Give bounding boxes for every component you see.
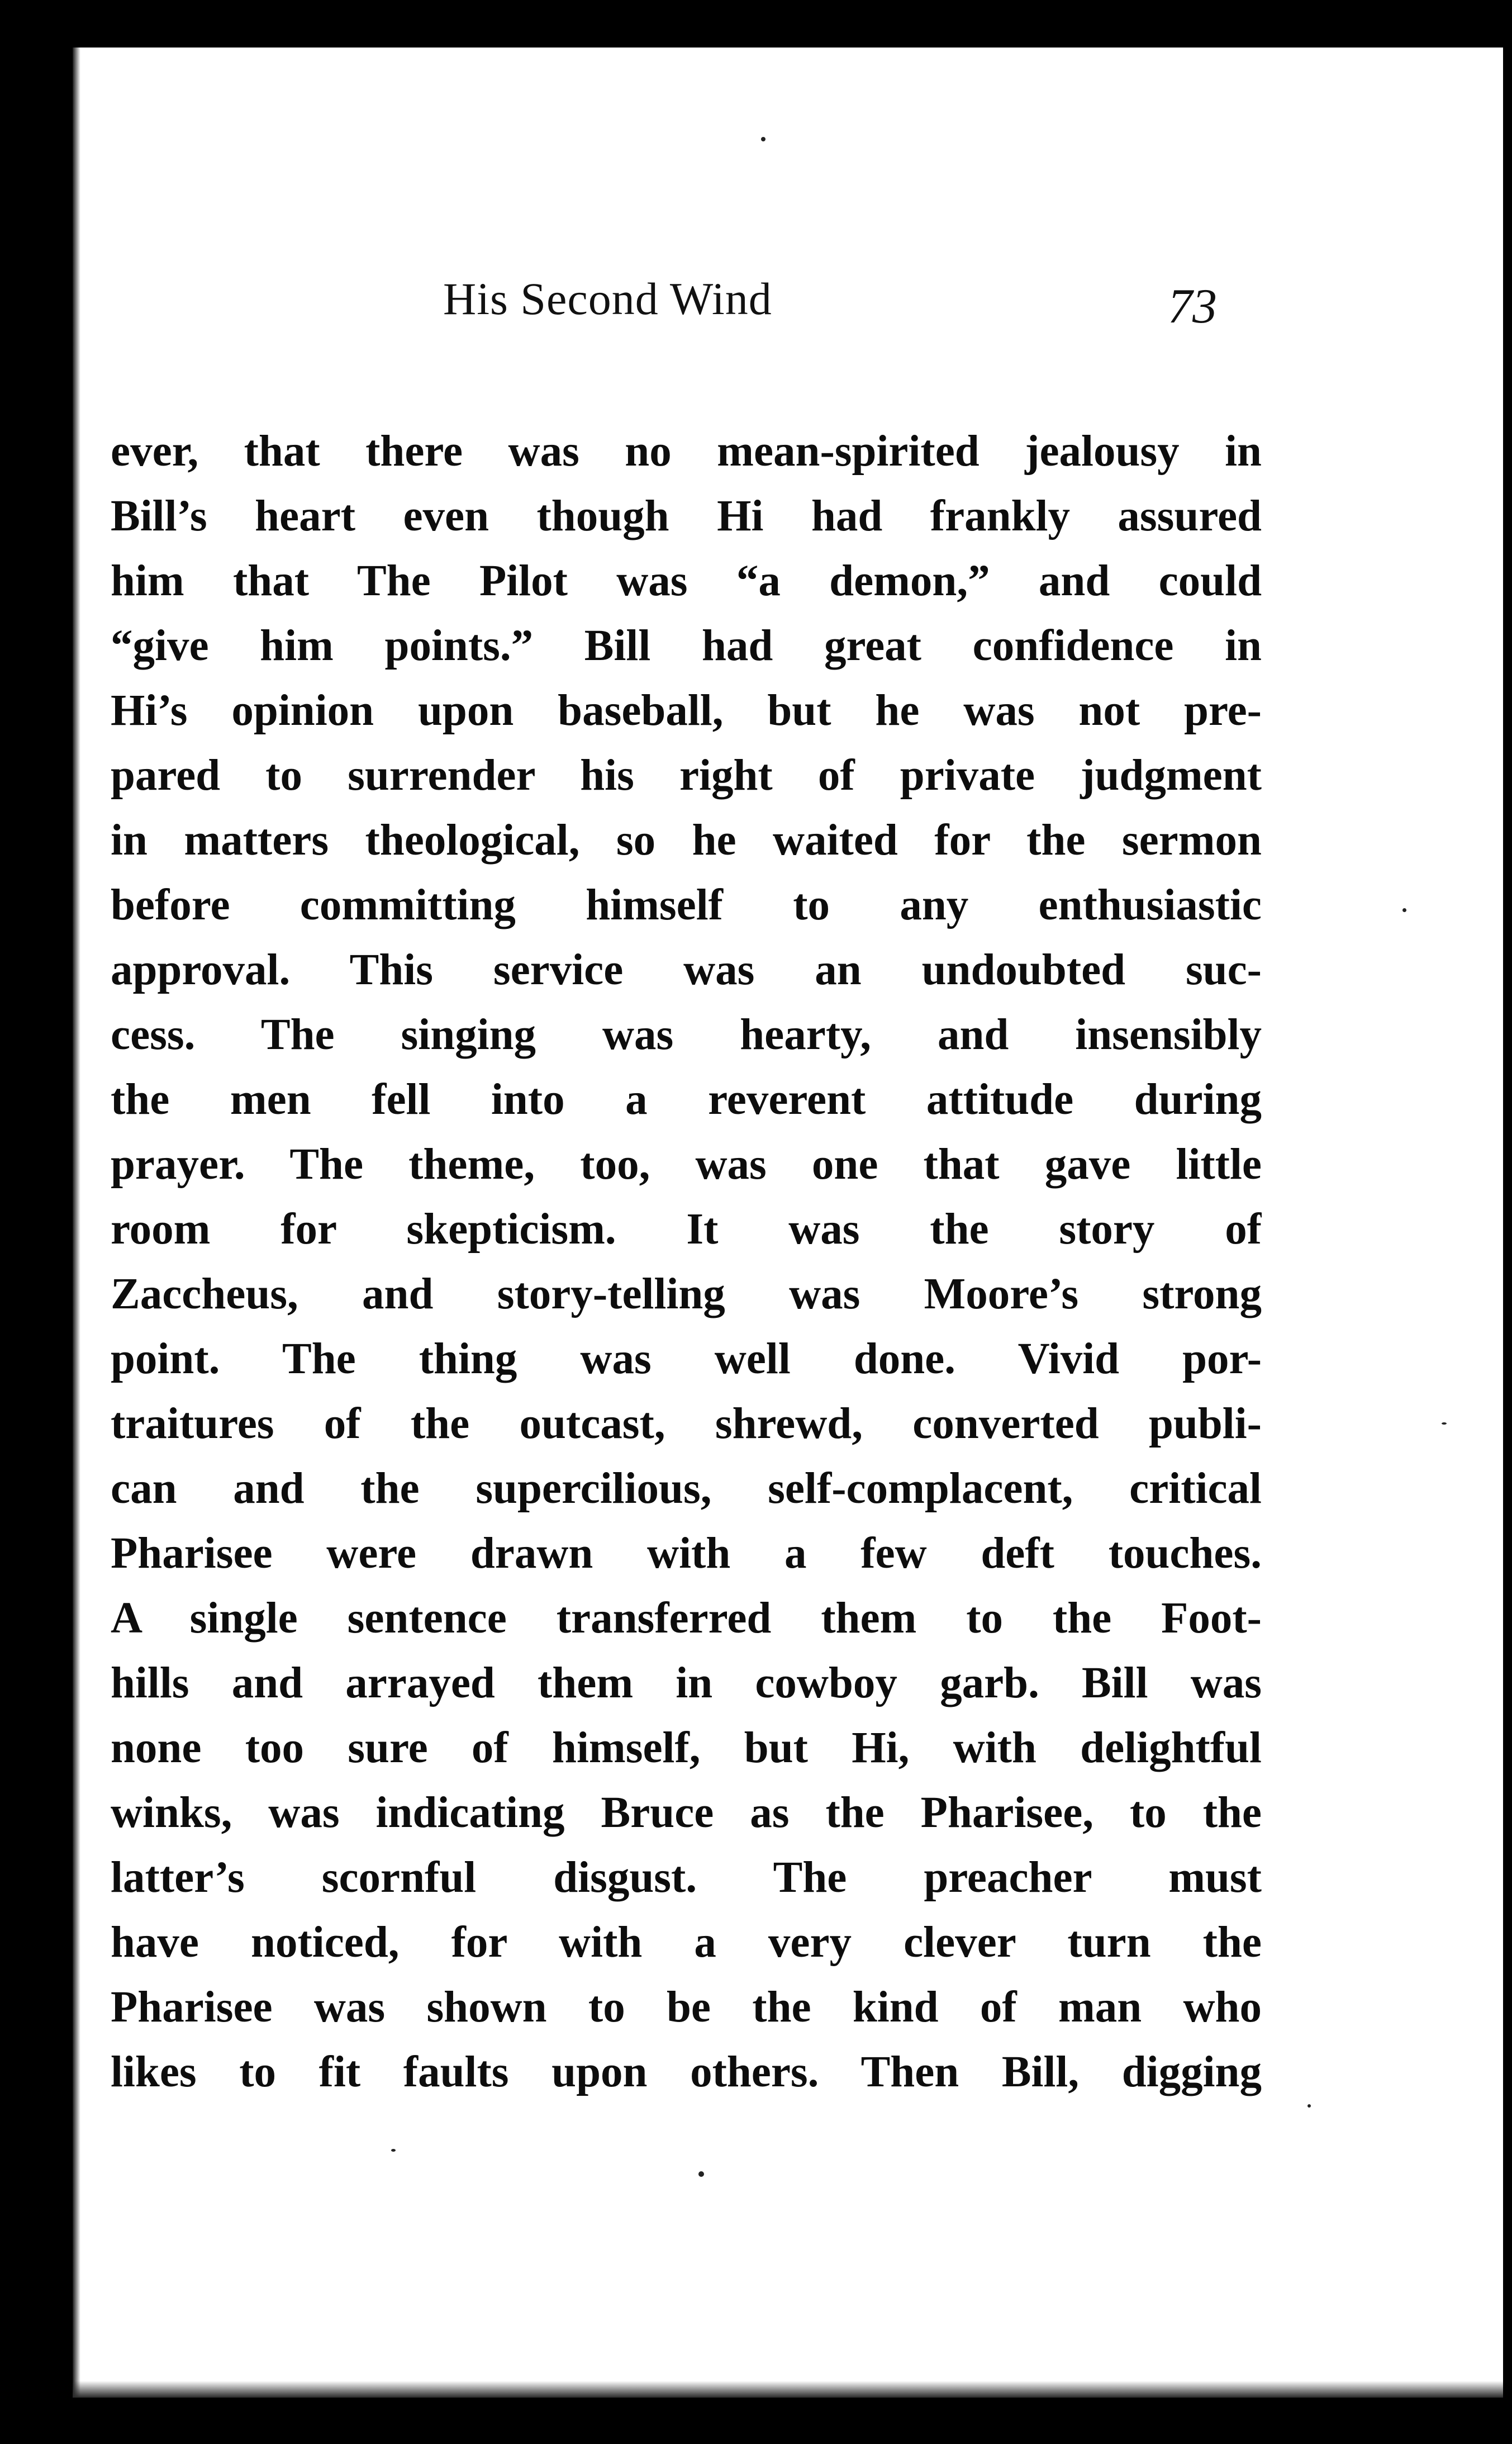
- text-line: Zaccheus, and story-telling was Moore’s strong: [111, 1270, 1262, 1318]
- text-line: point. The thing was well done. Vivid por-: [111, 1335, 1262, 1383]
- text-line: can and the supercilious, self-complacent, critical: [111, 1464, 1262, 1513]
- running-head-title: His Second Wind: [443, 273, 772, 324]
- paper-speck: [698, 2171, 704, 2177]
- text-line: him that The Pilot was “a demon,” and could: [111, 557, 1262, 605]
- paper-speck: [1442, 1422, 1447, 1425]
- text-line: hills and arrayed them in cowboy garb. Bill was: [111, 1659, 1262, 1707]
- page-number: 73: [1168, 279, 1217, 334]
- text-line: Bill’s heart even though Hi had frankly assured: [111, 492, 1262, 540]
- text-line: ever, that there was no mean-spirited jealousy in: [111, 427, 1262, 476]
- text-line: prayer. The theme, too, was one that gave little: [111, 1140, 1262, 1189]
- text-line: likes to fit faults upon others. Then Bill, digging: [111, 2048, 1262, 2096]
- paper-speck: [1402, 908, 1406, 912]
- text-line: Hi’s opinion upon baseball, but he was not pre-: [111, 686, 1262, 735]
- text-line: the men fell into a reverent attitude during: [111, 1075, 1262, 1124]
- body-text: [111, 419, 1262, 2185]
- text-line: Pharisee was shown to be the kind of man who: [111, 1983, 1262, 2032]
- text-line: traitures of the outcast, shrewd, converted publi-: [111, 1399, 1262, 1448]
- text-line: have noticed, for with a very clever turn the: [111, 1918, 1262, 1967]
- text-line: “give him points.” Bill had great confidence in: [111, 621, 1262, 670]
- text-line: A single sentence transferred them to the Foot-: [111, 1594, 1262, 1643]
- text-line: winks, was indicating Bruce as the Pharisee, to the: [111, 1788, 1262, 1837]
- text-line: room for skepticism. It was the story of: [111, 1205, 1262, 1254]
- text-line: in matters theological, so he waited for the sermon: [111, 816, 1262, 865]
- paper-speck: [1307, 2104, 1311, 2108]
- text-line: cess. The singing was hearty, and insensibly: [111, 1010, 1262, 1059]
- paper-speck: [761, 137, 765, 141]
- text-line: latter’s scornful disgust. The preacher must: [111, 1853, 1262, 1902]
- text-line: none too sure of himself, but Hi, with delightful: [111, 1724, 1262, 1772]
- text-line: pared to surrender his right of private judgment: [111, 751, 1262, 800]
- text-line: approval. This service was an undoubted suc-: [111, 946, 1262, 994]
- page-bottom-edge: [73, 2381, 1503, 2398]
- text-line: Pharisee were drawn with a few deft touches.: [111, 1529, 1262, 1578]
- paper-speck: [391, 2149, 396, 2152]
- text-line: before committing himself to any enthusiastic: [111, 881, 1262, 929]
- page-gutter-shadow: [73, 48, 80, 2398]
- book-page: [73, 48, 1503, 2398]
